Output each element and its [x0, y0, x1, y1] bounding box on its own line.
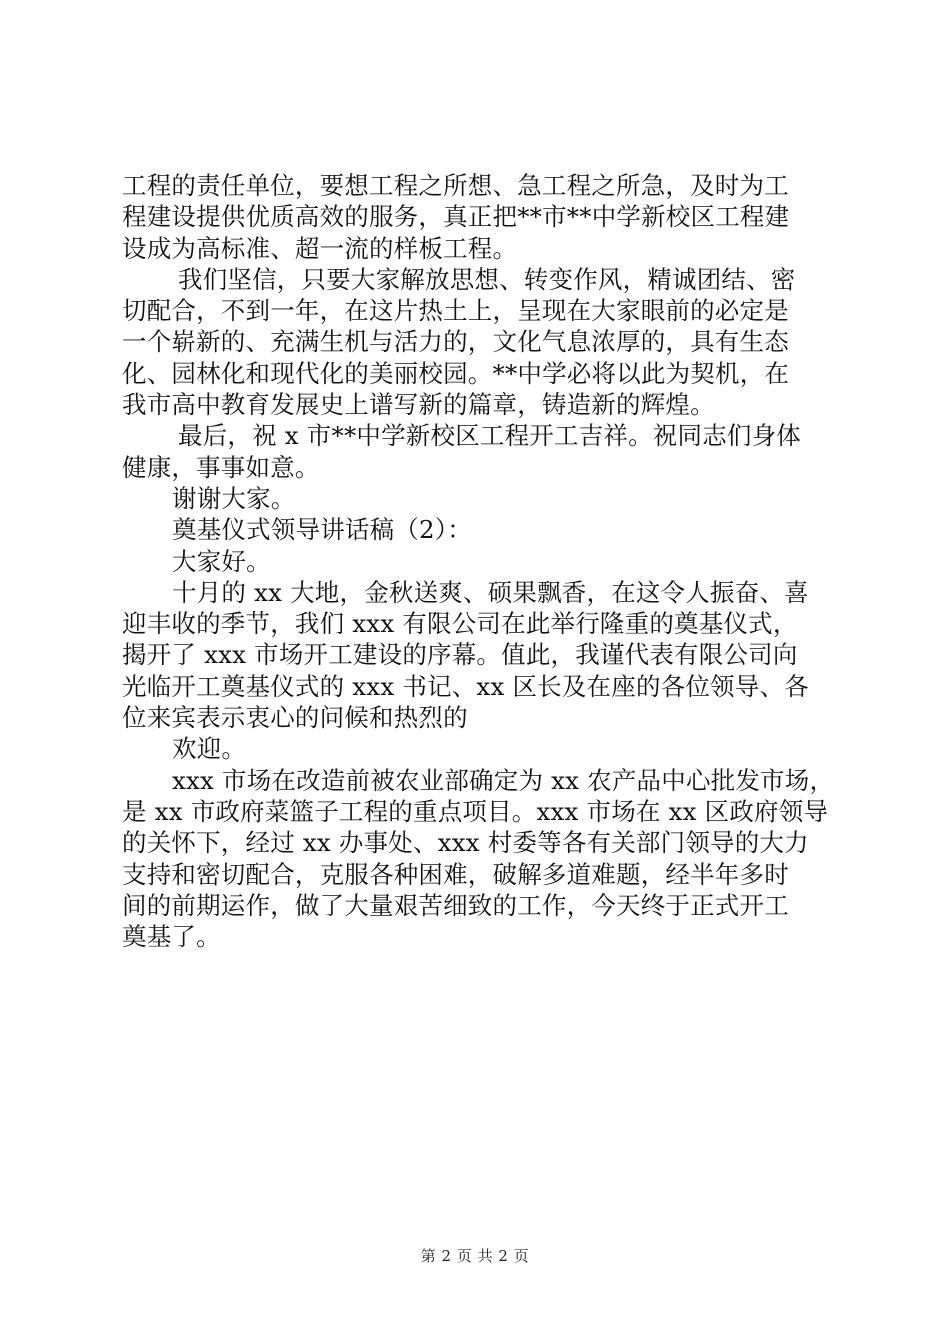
text-line: 是 xx 市政府菜篮子工程的重点项目。xxx 市场在 xx 区政府领导	[122, 796, 829, 826]
paragraph-start-line: xxx 市场在改造前被农业部确定为 xx 农产品中心批发市场，	[172, 765, 835, 795]
text-line: 位来宾表示衷心的问候和热烈的	[122, 703, 468, 733]
text-line: 健康，事事如意。	[122, 452, 320, 482]
text-line: 的关怀下，经过 xx 办事处、xxx 村委等各有关部门领导的大力	[122, 828, 809, 858]
text-line: 程建设提供优质高效的服务，真正把**市**中学新校区工程建	[122, 202, 790, 232]
text-line: 切配合，不到一年，在这片热土上，呈现在大家眼前的必定是	[122, 296, 789, 326]
text-line: 间的前期运作，做了大量艰苦细致的工作，今天终于正式开工	[122, 890, 789, 920]
text-line: 设成为高标准、超一流的样板工程。	[122, 233, 518, 263]
paragraph-start-line: 最后，祝 x 市**中学新校区工程开工吉祥。祝同志们身体	[178, 421, 801, 451]
document-body	[122, 170, 834, 952]
text-line: 我市高中教育发展史上谱写新的篇章，铸造新的辉煌。	[122, 390, 715, 420]
section-title: 奠基仪式领导讲话稿（2）：	[172, 515, 472, 545]
paragraph-start-line: 我们坚信，只要大家解放思想、转变作风，精诚团结、密	[178, 264, 796, 294]
text-line: 光临开工奠基仪式的 xxx 书记、xx 区长及在座的各位领导、各	[122, 671, 809, 701]
paragraph-start-line: 十月的 xx 大地，金秋送爽、硕果飘香，在这令人振奋、喜	[172, 577, 809, 607]
text-line: 迎丰收的季节，我们 xxx 有限公司在此举行隆重的奠基仪式，	[122, 609, 798, 639]
text-line: 工程的责任单位，要想工程之所想、急工程之所急，及时为工	[122, 171, 789, 200]
text-line: 欢迎。	[172, 734, 247, 764]
closing-thanks: 谢谢大家。	[172, 483, 296, 513]
text-line: 化、园林化和现代化的美丽校园。**中学必将以此为契机，在	[122, 358, 790, 388]
text-line: 揭开了 xxx 市场开工建设的序幕。值此，我谨代表有限公司向	[122, 640, 798, 670]
text-line: 一个崭新的、充满生机与活力的，文化气息浓厚的，具有生态	[122, 327, 789, 357]
text-line: 奠基了。	[122, 922, 221, 952]
text-line: 支持和密切配合，克服各种困难，破解多道难题，经半年多时	[122, 859, 789, 889]
page-footer: 第 2 页 共 2 页	[420, 1247, 530, 1265]
greeting: 大家好。	[172, 546, 271, 576]
